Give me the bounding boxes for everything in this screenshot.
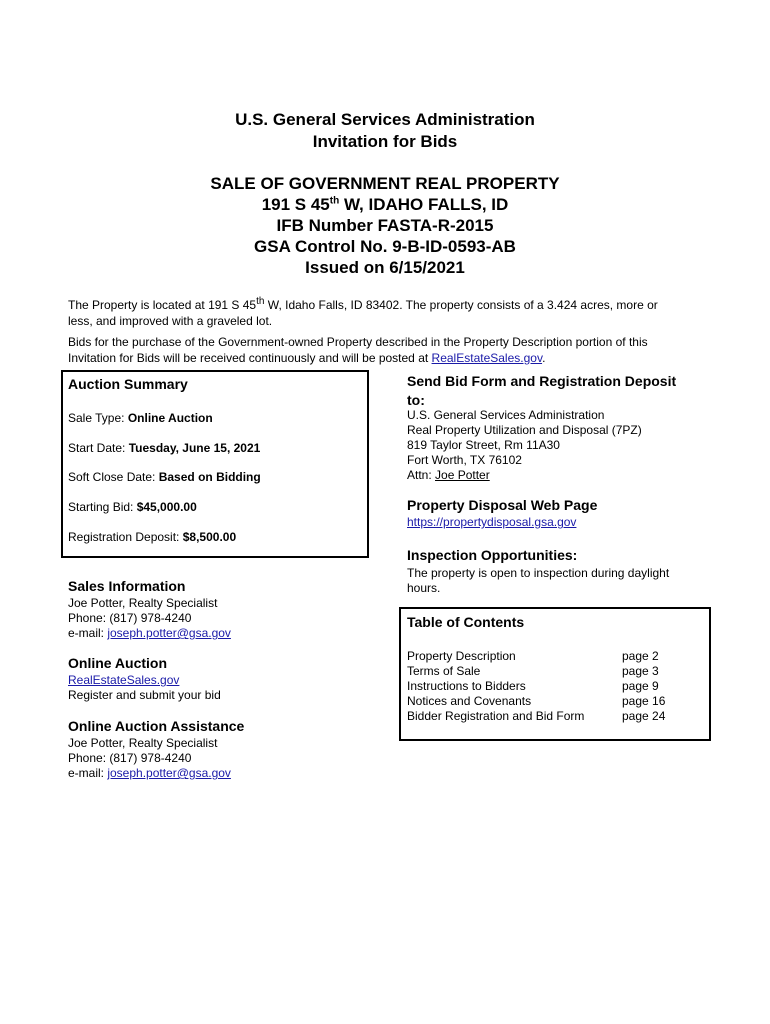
bids-paragraph: Bids for the purchase of the Government-owned Property described in the Property Description portion of this Invitation for Bids will be received continuously and will be posted at RealEstateSales.gov.: [68, 335, 648, 365]
toc-list: [407, 649, 703, 724]
doc-type-heading: Invitation for Bids: [312, 132, 458, 151]
auction-summary-title: Auction Summary: [68, 376, 188, 392]
start-date: Start Date: Tuesday, June 15, 2021: [68, 441, 261, 455]
property-location-paragraph: The Property is located at 191 S 45th W, Idaho Falls, ID 83402. The property consists of a 3.424 acres, more or less, and improved with a graveled lot.: [68, 296, 658, 328]
sale-title: SALE OF GOVERNMENT REAL PROPERTY: [210, 174, 560, 193]
assistance-email-link[interactable]: joseph.potter@gsa.gov: [107, 766, 231, 780]
toc-item[interactable]: Terms of Sale page 3: [407, 664, 659, 678]
online-auction-link[interactable]: RealEstateSales.gov: [68, 673, 180, 687]
online-assistance-title: Online Auction Assistance: [68, 718, 245, 734]
sales-information-details: Joe Potter, Realty Specialist Phone: (817) 978-4240 e-mail: joseph.potter@gsa.gov: [68, 596, 231, 640]
property-disposal-link[interactable]: https://propertydisposal.gsa.gov: [407, 515, 577, 529]
registration-deposit: Registration Deposit: $8,500.00: [68, 530, 237, 544]
soft-close-date: Soft Close Date: Based on Bidding: [68, 470, 261, 484]
toc-item[interactable]: Instructions to Bidders page 9: [407, 679, 659, 693]
gsa-control-number: GSA Control No. 9-B-ID-0593-AB: [254, 237, 516, 256]
inspection-details: The property is open to inspection during daylight hours.: [407, 566, 670, 595]
realestatesales-link[interactable]: RealEstateSales.gov: [431, 351, 543, 365]
sale-type: Sale Type: Online Auction: [68, 411, 213, 425]
sales-information-title: Sales Information: [68, 578, 186, 594]
toc-item[interactable]: Notices and Covenants page 16: [407, 694, 666, 708]
property-address-heading: 191 S 45th W, IDAHO FALLS, ID: [261, 195, 509, 214]
issue-date: Issued on 6/15/2021: [305, 258, 465, 277]
toc-title: Table of Contents: [407, 614, 525, 630]
online-auction-details: RealEstateSales.gov Register and submit your bid: [68, 673, 221, 702]
web-page-title: Property Disposal Web Page: [407, 497, 598, 513]
inspection-title: Inspection Opportunities:: [407, 547, 578, 563]
attn-name: Joe Potter: [435, 468, 490, 482]
ifb-number: IFB Number FASTA-R-2015: [276, 216, 494, 235]
online-auction-title: Online Auction: [68, 655, 168, 671]
toc-item[interactable]: Bidder Registration and Bid Form page 24: [407, 709, 666, 723]
online-assistance-details: Joe Potter, Realty Specialist Phone: (817) 978-4240 e-mail: joseph.potter@gsa.gov: [68, 736, 231, 780]
web-page-url-row: [407, 515, 576, 530]
send-bid-title: Send Bid Form and Registration Deposit to:: [407, 373, 677, 408]
sales-email-link[interactable]: joseph.potter@gsa.gov: [107, 626, 231, 640]
starting-bid: Starting Bid: $45,000.00: [68, 500, 197, 514]
agency-heading: U.S. General Services Administration: [235, 110, 535, 129]
toc-item[interactable]: Property Description page 2: [407, 649, 659, 663]
send-bid-address: U.S. General Services Administration Real Property Utilization and Disposal (7PZ) 819 Taylor Street, Rm 11A30 Fort Worth, TX 76102 Attn: Joe Potter: [407, 408, 642, 482]
